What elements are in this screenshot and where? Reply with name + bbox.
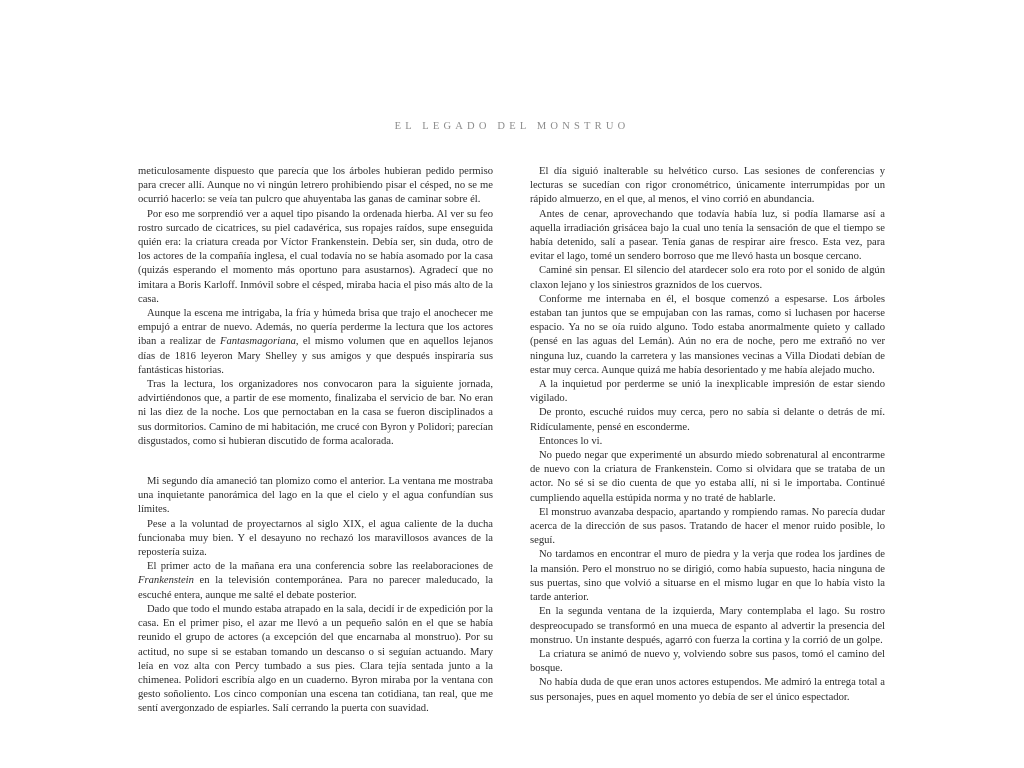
paragraph: Tras la lectura, los organizadores nos convocaron para la siguiente jornada, advirtiéndonos que, a partir de ese momento, finalizaba el servicio de bar. No eran ni las diez de la noche. Los que pernoctaban en la casa se fueron disciplinados a sus dormitorios. Camino de mi habitación, me crucé con Byron y Polidori; parecían disgustados, como si hubieran discutido de forma acalorada.: [138, 379, 493, 447]
paragraph: A la inquietud por perderme se unió la inexplicable impresión de estar siendo vigilado.: [530, 379, 885, 405]
paragraph: Entonces lo vi.: [539, 435, 603, 447]
paragraph: De pronto, escuché ruidos muy cerca, pero no sabía si delante o detrás de mí. Ridículamente, pensé en esconderme.: [530, 407, 885, 433]
running-head: EL LEGADO DEL MONSTRUO: [394, 121, 630, 132]
paragraph: Mi segundo día amaneció tan plomizo como el anterior. La ventana me mostraba una inquietante panorámica del lago en la que el cielo y el agua confundían sus límites.: [138, 476, 493, 516]
paragraph: meticulosamente dispuesto que parecía que los árboles hubieran pedido permiso para crecer allí. Aunque no vi ningún letrero prohibiendo pisar el césped, no se me ocurrió hacerlo: se veía tan pulcro que ahuyentaba las ganas de caminar sobre él.: [138, 166, 493, 206]
paragraph: Aunque la escena me intrigaba, la fría y húmeda brisa que trajo el anochecer me empujó a entrar de nuevo. Además, no quería perderme la lectura que los actores iban a realizar de Fantasmagoriana, el mismo volumen que en aquellos lejanos días de 1816 leyeron Mary Shelley y sus amigos y que después inspiraría sus fantásticas historias.: [138, 308, 493, 376]
section-break: [138, 449, 493, 475]
paragraph: El primer acto de la mañana era una conferencia sobre las reelaboraciones de Frankenstein en la televisión contemporánea. Para no parecer maleducado, la escuché entera, aunque me salté el debate posterior.: [138, 561, 493, 601]
paragraph: Por eso me sorprendió ver a aquel tipo pisando la ordenada hierba. Al ver su feo rostro surcado de cicatrices, su piel cadavérica, sus ropajes raídos, supe enseguida quién era: la criatura creada por Víctor Frankenstein. Debía ser, sin duda, otro de los actores de la compañía inglesa, el cual todavía no se había asomado por la casa (quizás esperando el momento más oportuno para asustarnos). Agradecí que no imitara a Boris Karloff. Inmóvil sobre el césped, miraba hacia el piso más alto de la casa.: [138, 208, 493, 305]
paragraph: Dado que todo el mundo estaba atrapado en la sala, decidí ir de expedición por la casa. En el primer piso, el azar me llevó a un pequeño salón en el que se había reunido el grupo de actores (a excepción del que encarnaba al monstruo). Por su actitud, no supe si se estaban tomando un descanso o si seguían actuando. Mary leía en voz alta con Percy tumbado a sus pies. Clara tejía sentada junto a la chimenea. Polidori escribía algo en un cuaderno. Byron miraba por la ventana con gesto soñoliento. Los cinco componían una escena tan cotidiana, tan real, que me sentí avergonzado de espiarles. Salí cerrando la puerta con suavidad.: [138, 603, 493, 715]
paragraph: Conforme me internaba en él, el bosque comenzó a espesarse. Los árboles estaban tan juntos que se empujaban con las ramas, como si luchasen por hacerse espacio. Ya no se oía ruido alguno. Todo estaba anormalmente quieto y callado (pensé en las aguas del Lemán). Aún no era de noche, pero me extrañó no ver ninguna luz, cuando la carretera y las mansiones vecinas a Villa Diodati debían de estar muy cerca. Aunque quizá me había desorientado y me había alejado mucho.: [530, 293, 885, 376]
paragraph: En la segunda ventana de la izquierda, Mary contemplaba el lago. Su rostro despreocupado se transformó en una mueca de espanto al advertir la presencia del monstruo. Un instante después, agarró con fuerza la cortina y la corrió de un golpe.: [530, 606, 885, 646]
paragraph: No tardamos en encontrar el muro de piedra y la verja que rodea los jardines de la mansión. Pero el monstruo no se dirigió, como había supuesto, hacia ninguna de sus puertas, sino que volvió a situarse en el mismo lugar en que lo había visto la tarde anterior.: [530, 549, 885, 604]
paragraph: Antes de cenar, aprovechando que todavía había luz, si podía llamarse así a aquella irradiación grisácea bajo la cual uno tenía la sensación de que el tiempo se había detenido, salí a pasear. Tenía ganas de respirar aire fresco. Esta vez, para evitar el lago, tomé un sendero borroso que me llevó hasta un bosque cercano.: [530, 208, 885, 263]
paragraph: No puedo negar que experimenté un absurdo miedo sobrenatural al encontrarme de nuevo con la criatura de Frankenstein. Como si olvidara que se trataba de un actor. No sé si se dio cuenta de que yo estaba allí, ni si le importaba. Continué cumpliendo aquella estúpida norma y no traté de hablarle.: [530, 450, 885, 504]
paragraph: El monstruo avanzaba despacio, apartando y rompiendo ramas. No parecía dudar acerca de la dirección de sus pasos. Tratando de hacer el menor ruido posible, lo seguí.: [530, 506, 885, 547]
paragraph: El día siguió inalterable su helvético curso. Las sesiones de conferencias y lecturas se sucedían con rigor cronométrico, únicamente interrumpidas por un rápido almuerzo, en el que, al menos, el vino corrió en abundancia.: [530, 166, 885, 206]
left-column: [138, 165, 493, 717]
paragraph: No había duda de que eran unos actores estupendos. Me admiró la entrega total a sus personajes, pues en aquel momento yo debía de ser el único espectador.: [530, 677, 885, 703]
paragraph: La criatura se animó de nuevo y, volviendo sobre sus pasos, tomó el camino del bosque.: [530, 648, 885, 675]
right-column: [530, 165, 885, 705]
paragraph: Pese a la voluntad de proyectarnos al siglo XIX, el agua caliente de la ducha funcionaba muy bien. Y el desayuno no rechazó los maravillosos avances de la repostería suiza.: [138, 518, 493, 559]
paragraph: Caminé sin pensar. El silencio del atardecer solo era roto por el sonido de algún claxon lejano y los siniestros graznidos de los cuervos.: [530, 265, 885, 291]
